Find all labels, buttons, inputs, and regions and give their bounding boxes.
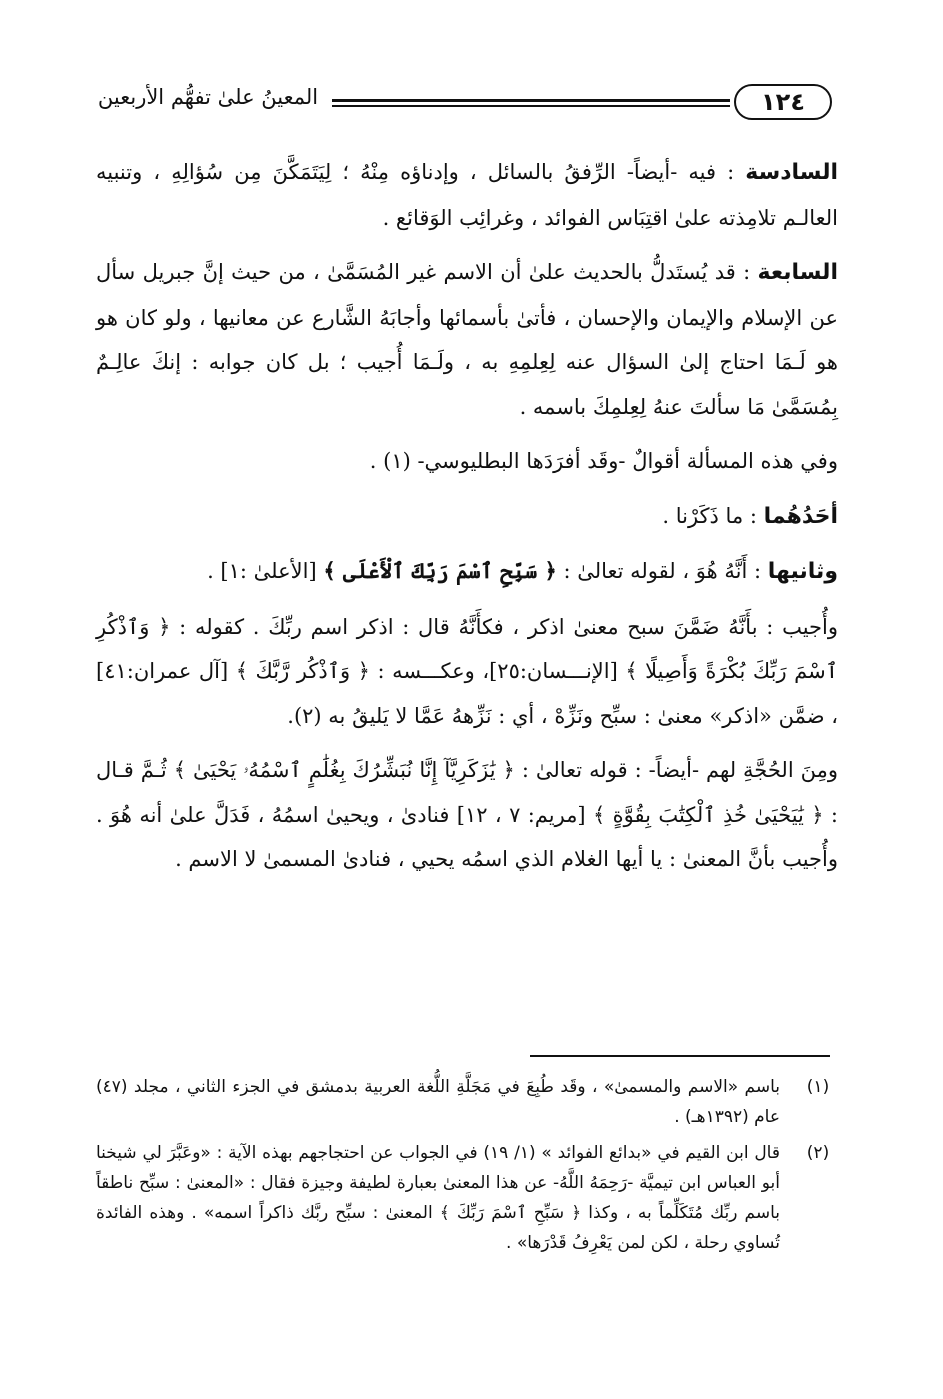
running-title: المعينُ علىٰ تفهُّم الأربعين <box>97 85 319 109</box>
paragraph-text: : ما ذَكَرْنا . <box>662 503 764 528</box>
header-rule <box>332 99 730 107</box>
paragraph-answer <box>96 605 838 739</box>
paragraph-label: وثانيها <box>767 559 838 584</box>
footnotes <box>96 1072 838 1264</box>
paragraph-first-opinion <box>96 494 838 540</box>
footnote-number: (٢) <box>806 1143 830 1163</box>
paragraph-text: ومِنَ الحُجَّةِ لهم -أيضاً- : قوله تعالىٰ : ﴿ يَٰزَكَرِيَّآ إِنَّا نُبَشِّرُكَ بِغُلَٰمٍ ٱسْمُهُۥ يَحْيَىٰ ﴾ ثُـمَّ قـال : ﴿ يَٰيَحْيَىٰ خُذِ ٱلْكِتَٰبَ بِقُوَّةٍ ﴾ [مريم: ٧ ، ١٢] فنادىٰ ، ويحيىٰ اسمُهُ ، فَدَلَّ علىٰ أنه هُوَ . وأُجيب بأنَّ المعنىٰ : يا أيها الغلام الذي اسمُه يحيي ، فنادىٰ المسمىٰ لا الاسم . <box>96 758 839 871</box>
paragraph-text: : قد يُستَدلُّ بالحديث علىٰ أن الاسم غير المُسَمَّىٰ ، من حيث إنَّ جبريل سأل عن الإسلام والإيمان والإحسان ، فأتىٰ بأسمائها وأجابَهُ الشَّارع عن معانيها ، ولو كان هو هو لَـمَا احتاج إلىٰ السؤال عنه لِعِلمِهِ به ، ولَـمَا أُجيب ؛ بل كان جوابه : إنكَ عالِـمٌ بِمُسَمَّىٰ مَا سألتَ عنهُ لِعِلمِكَ باسمه . <box>96 260 838 419</box>
paragraph-text: : أَنَّهُ هُوَ ، لقوله تعالىٰ : <box>556 559 768 583</box>
paragraph-text: وأُجيب : بأَنَّهُ ضَمَّنَ سبح معنىٰ اذكر ، فكأَنَّهُ قال : اذكر اسم ربِّكَ . كقوله : ﴿ وَٱذْكُرِ ٱسْمَ رَبِّكَ بُكْرَةً وَأَصِيلًا ﴾ [الإنـــسان:٢٥]، وعكـــسه : ﴿ وَٱذْكُر رَّبَّكَ ﴾ [آل عمران:٤١] ، ضمَّن «اذكر» معنىٰ : سبِّح ونَزِّهْ ، أي : نَزِّههُ عَمَّا لا يَليقُ به (٢). <box>96 614 838 728</box>
paragraph-text: : فيه -أيضاً- الرِّفقُ بالسائل ، وإدناؤه مِنْهُ ؛ لِيَتَمَكَّنَ مِن سُؤالِهِ ، وتنبيه العالـم تلامِذته علىٰ اقتِبَاس الفوائد ، وغرائِب الوَقائع . <box>96 160 838 230</box>
paragraph-argument <box>96 748 838 882</box>
paragraph-sixth <box>96 150 838 240</box>
paragraph-label: السادسة <box>745 160 838 185</box>
paragraph-label: أحَدُهُما <box>763 503 838 529</box>
footnote-2 <box>96 1138 838 1258</box>
footnote-text: قال ابن القيم في «بدائع الفوائد » (١/ ١٩) في الجواب عن احتجاجهم بهذه الآية : «وعَبَّرَ لي شيخنا أبو العباس ابن تيميَّة -رَحِمَهُ اللَّهُ- عن هذا المعنىٰ بعبارة لطيفة وجيزة فقال : «المعنىٰ : سبِّح ناطقاً باسم ربِّك مُتَكَلِّماً به ، وكذا ﴿ سَبِّحِ ٱسْمَ رَبِّكَ ﴾ المعنىٰ : سبِّح ربَّك ذاكراً اسمه» . وهذه الفائدة تُساوي رحلة ، لكن لمن يَعْرِفُ قَدْرَها» . <box>96 1143 780 1253</box>
paragraph-opinions <box>96 439 838 484</box>
footnote-text: باسم «الاسم والمسمىٰ» ، وقَد طُبِعَ في مَجَلَّةِ اللُّغة العربية بدمشق في الجزء الثاني ، مجلد (٤٧) عام (١٣٩٢هـ) . <box>96 1077 780 1127</box>
footnote-1 <box>96 1072 838 1132</box>
page-header <box>92 78 838 128</box>
footnote-number: (١) <box>806 1077 830 1097</box>
body-text <box>96 150 838 892</box>
quran-verse: ﴿ سَبِّحِ ٱسْمَ رَبِّكَ ٱلْأَعْلَى ﴾ <box>323 558 557 583</box>
page-number: ١٢٤ <box>734 84 832 120</box>
footnote-separator <box>530 1055 830 1057</box>
paragraph-label: السابعة <box>757 260 838 285</box>
verse-reference: [الأعلىٰ :١] . <box>207 559 324 583</box>
paragraph-text: وفي هذه المسألة أقوالٌ -وقَد أفرَدَها البطليوسي- (١) . <box>369 449 838 473</box>
paragraph-seventh <box>96 250 838 429</box>
paragraph-second-opinion <box>96 549 838 595</box>
